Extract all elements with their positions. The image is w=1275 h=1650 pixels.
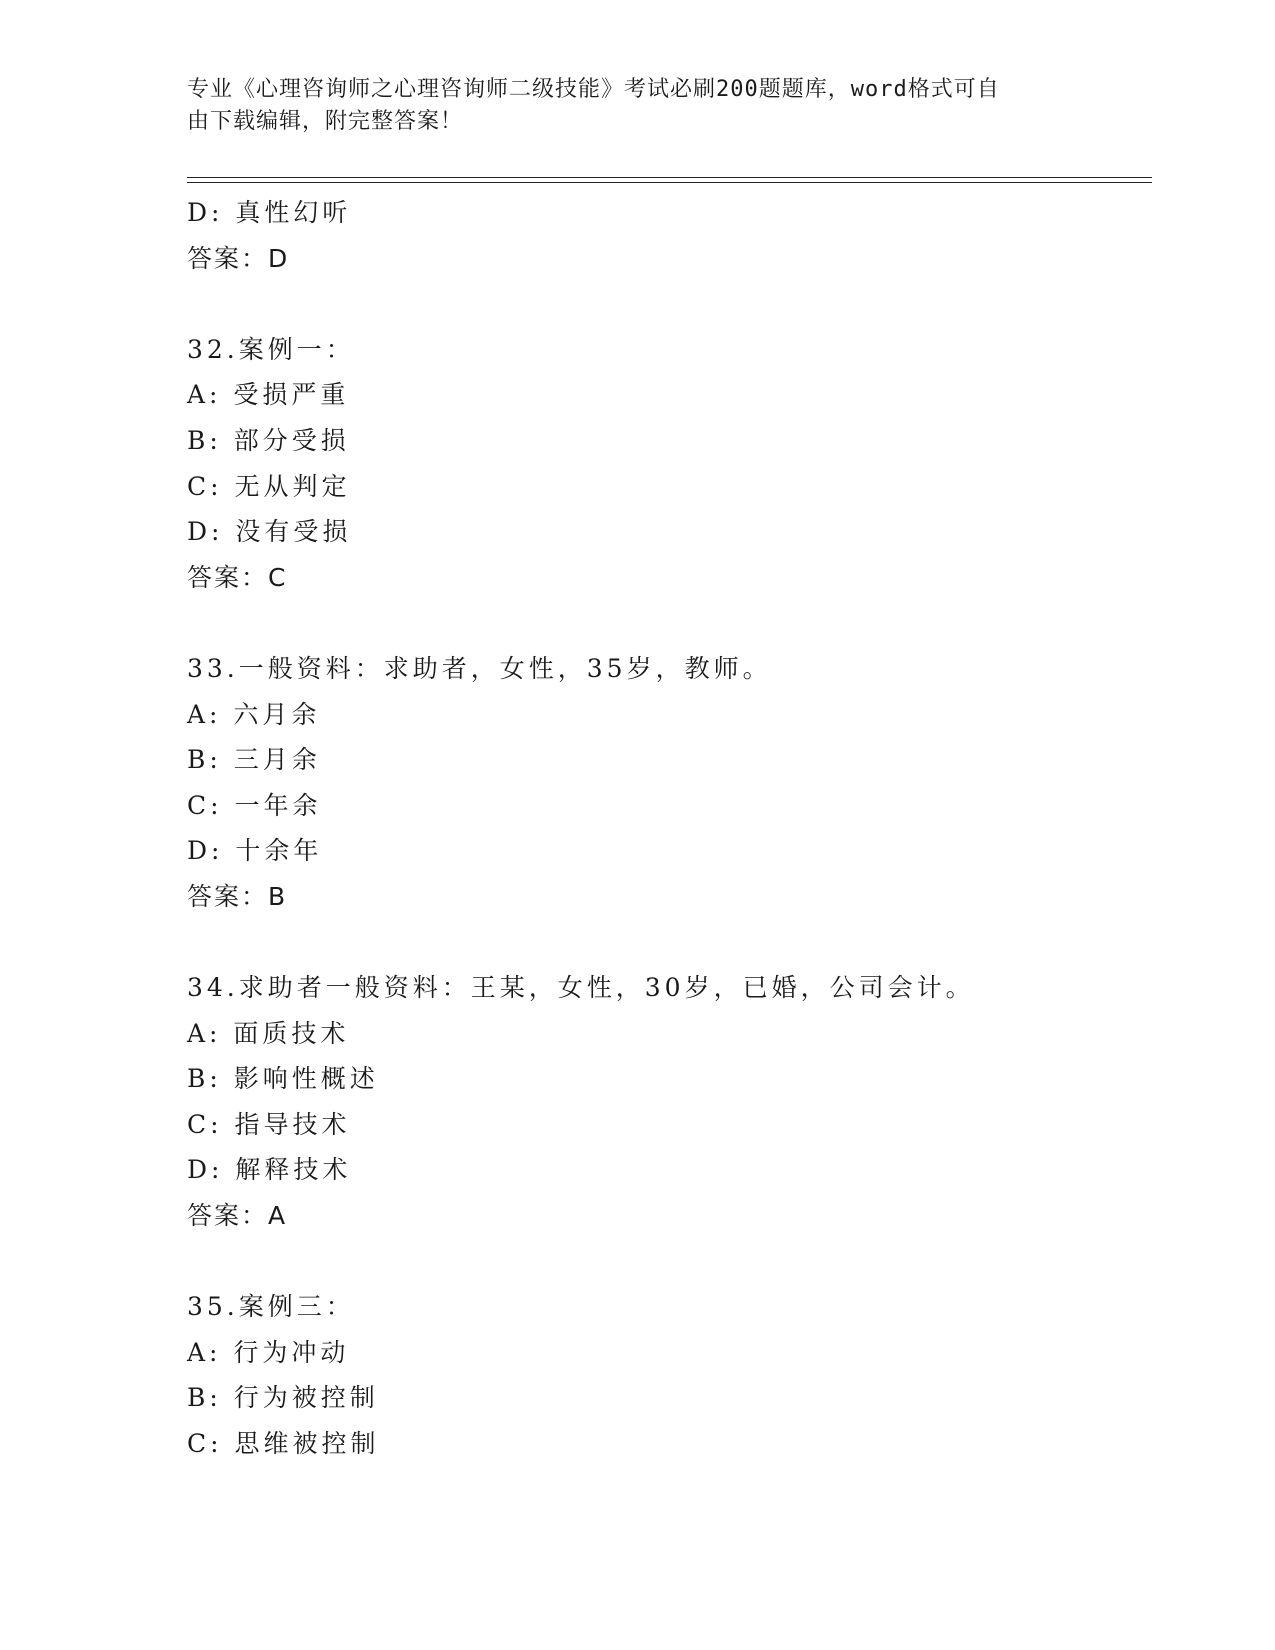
header-divider-top — [187, 177, 1152, 178]
option-b: B: 三月余 — [187, 745, 321, 775]
question-stem: 34.求助者一般资料：王某，女性，30岁，已婚，公司会计。 — [187, 973, 975, 1003]
spacer — [187, 281, 1152, 327]
option-b: B: 行为被控制 — [187, 1383, 379, 1413]
question-list — [187, 190, 1152, 1467]
option-c: C: 无从判定 — [187, 471, 351, 501]
option-b: B: 部分受损 — [187, 425, 350, 455]
option-a: A: 受损严重 — [187, 380, 350, 410]
header-line-1: 专业《心理咨询师之心理咨询师二级技能》考试必刷200题题库，word格式可自 — [187, 77, 1000, 102]
option-c: C: 一年余 — [187, 790, 322, 820]
answer: 答案：A — [187, 1201, 288, 1231]
question-stem: 32.案例一： — [187, 334, 355, 364]
answer: 答案：C — [187, 562, 288, 592]
spacer — [187, 920, 1152, 966]
spacer — [187, 600, 1152, 646]
question-stem: 35.案例三： — [187, 1292, 355, 1322]
question-31 — [187, 190, 1152, 281]
option-a: A: 面质技术 — [187, 1018, 350, 1048]
option-c: C: 思维被控制 — [187, 1429, 380, 1459]
answer: 答案：D — [187, 243, 290, 273]
question-35 — [187, 1284, 1152, 1466]
question-33 — [187, 646, 1152, 920]
question-32 — [187, 327, 1152, 601]
question-stem: 33.一般资料：求助者，女性，35岁，教师。 — [187, 653, 772, 683]
header-line-2: 由下载编辑，附完整答案！ — [187, 109, 464, 134]
option-b: B: 影响性概述 — [187, 1064, 379, 1094]
option-a: A: 六月余 — [187, 699, 321, 729]
question-34 — [187, 965, 1152, 1239]
option-d: D: 真性幻听 — [187, 198, 352, 227]
option-d: D: 解释技术 — [187, 1155, 352, 1185]
option-c: C: 指导技术 — [187, 1109, 351, 1139]
header-divider-bottom — [187, 182, 1152, 183]
page-header — [187, 74, 1067, 138]
option-a: A: 行为冲动 — [187, 1337, 350, 1367]
option-d: D: 没有受损 — [187, 517, 352, 547]
spacer — [187, 1239, 1152, 1285]
answer: 答案：B — [187, 881, 288, 911]
option-d: D: 十余年 — [187, 836, 323, 866]
